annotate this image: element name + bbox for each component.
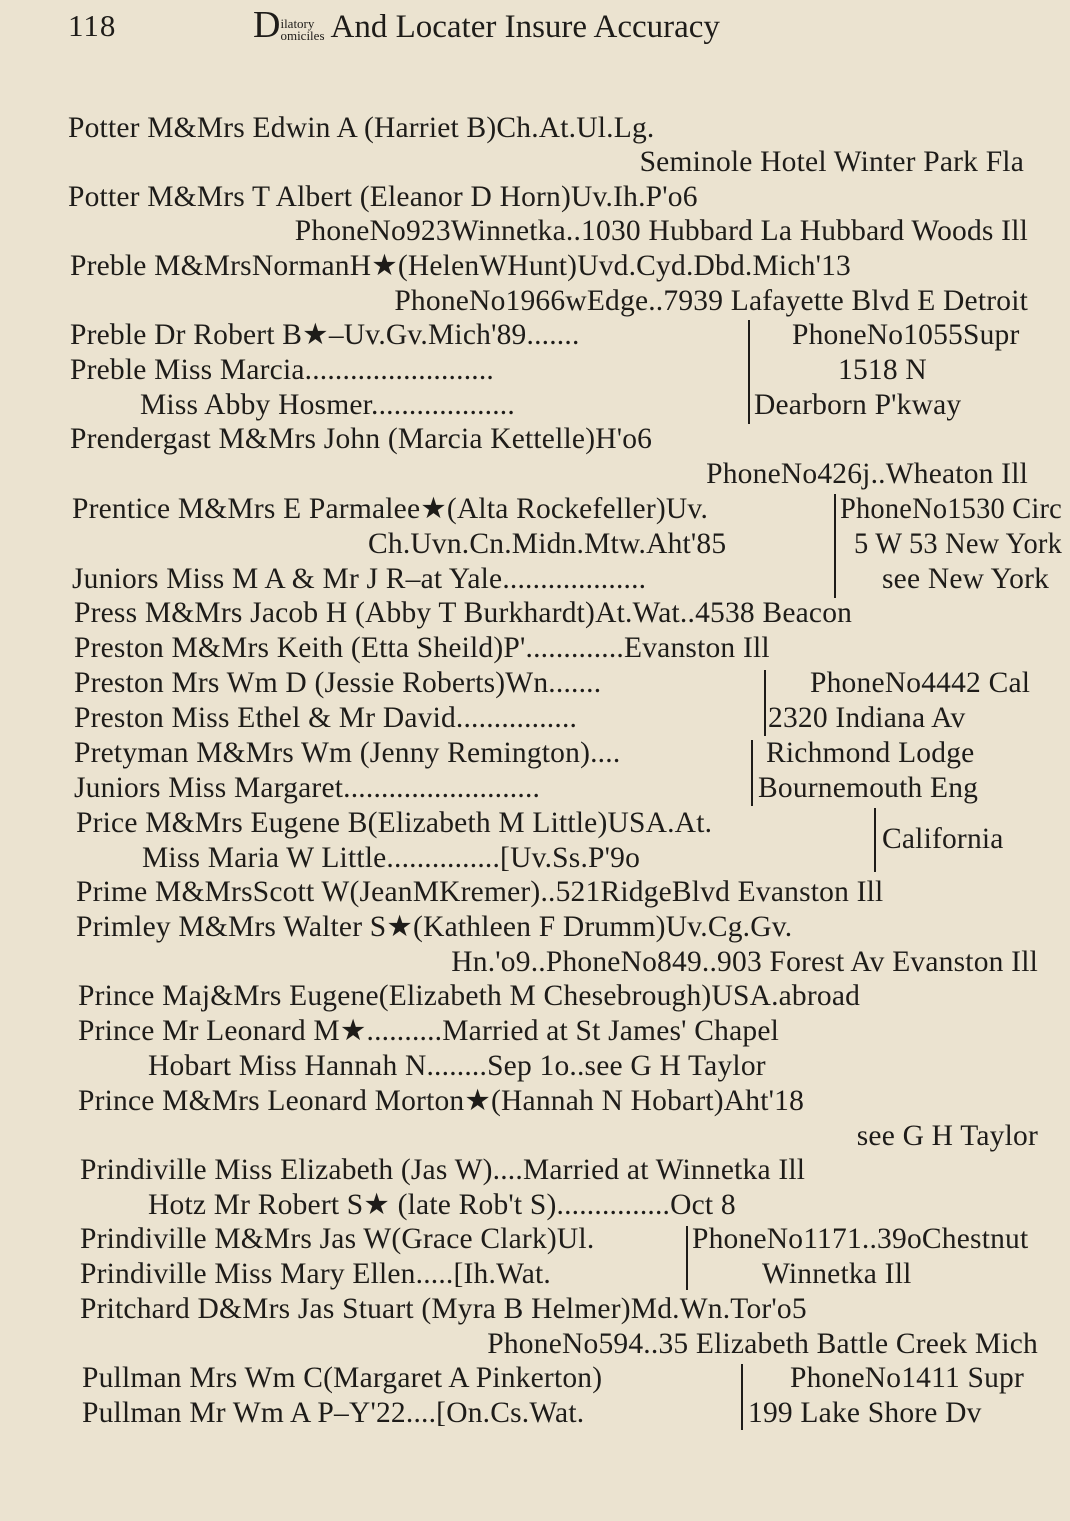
entry-line: PhoneNo1966wEdge..7939 Lafayette Blvd E Detroit [394, 285, 1028, 317]
title-initial: D [253, 4, 281, 46]
title-small-top: ilatory [280, 16, 315, 31]
entry-line: Preble M&MrsNormanH★(HelenWHunt)Uvd.Cyd.Dbd.Mich'13 [70, 250, 851, 282]
entry-line: Potter M&Mrs Edwin A (Harriet B)Ch.At.Ul.Lg. [68, 112, 655, 144]
entry-line: PhoneNo1171..39oChestnut [692, 1223, 1029, 1255]
entry-line: see New York [882, 563, 1050, 595]
entry-line: 199 Lake Shore Dv [748, 1397, 982, 1429]
column-rule [741, 1364, 743, 1430]
entry-line: Pritchard D&Mrs Jas Stuart (Myra B Helmer)Md.Wn.Tor'o5 [80, 1293, 807, 1325]
entry-line: Prindiville Miss Mary Ellen.....[Ih.Wat. [80, 1258, 552, 1290]
title-rest: And Locater Insure Accuracy [330, 9, 720, 45]
entry-line: 2320 Indiana Av [768, 702, 966, 734]
column-rule [751, 740, 753, 806]
column-rule [874, 808, 876, 872]
running-title [253, 6, 720, 46]
entry-line: Dearborn P'kway [754, 389, 962, 421]
entry-line: Prince Maj&Mrs Eugene(Elizabeth M Chesebrough)USA.abroad [78, 980, 861, 1012]
entry-line: PhoneNo923Winnetka..1030 Hubbard La Hubbard Woods Ill [294, 215, 1028, 247]
entry-line: Preston Mrs Wm D (Jessie Roberts)Wn....... [74, 667, 602, 699]
title-small-stack [280, 18, 324, 42]
entry-line: PhoneNo426j..Wheaton Ill [706, 458, 1028, 490]
entry-line: Juniors Miss Margaret.......................... [74, 772, 541, 804]
entry-line: California [882, 823, 1004, 855]
entry-line: Pretyman M&Mrs Wm (Jenny Remington).... [74, 737, 621, 769]
entry-line: Miss Abby Hosmer................... [140, 389, 515, 421]
entry-line: PhoneNo1055Supr [792, 319, 1020, 351]
entry-line: Preble Dr Robert B★–Uv.Gv.Mich'89....... [70, 319, 580, 351]
entry-line: Richmond Lodge [766, 737, 975, 769]
entry-line: 1518 N [838, 354, 927, 386]
entry-line: Prince M&Mrs Leonard Morton★(Hannah N Hobart)Aht'18 [78, 1085, 805, 1117]
column-rule [748, 320, 750, 424]
entry-line: Press M&Mrs Jacob H (Abby T Burkhardt)At.Wat..4538 Beacon [74, 597, 853, 629]
entry-line: Seminole Hotel Winter Park Fla [639, 146, 1024, 178]
entry-line: 5 W 53 New York [854, 528, 1062, 560]
entry-line: Preble Miss Marcia......................... [70, 354, 495, 386]
entry-line: Ch.Uvn.Cn.Midn.Mtw.Aht'85 [368, 528, 727, 560]
entry-line: Price M&Mrs Eugene B(Elizabeth M Little)USA.At. [76, 807, 713, 839]
entry-line: Prime M&MrsScott W(JeanMKremer)..521RidgeBlvd Evanston Ill [76, 876, 884, 908]
entry-line: PhoneNo4442 Cal [810, 667, 1031, 699]
page-number: 118 [68, 8, 117, 43]
entry-line: see G H Taylor [856, 1120, 1038, 1152]
column-rule [686, 1226, 688, 1290]
entry-line: Juniors Miss M A & Mr J R–at Yale................... [72, 563, 647, 595]
entry-line: Preston M&Mrs Keith (Etta Sheild)P'.............Evanston Ill [74, 632, 770, 664]
entry-line: Preston Miss Ethel & Mr David................ [74, 702, 578, 734]
column-rule [834, 494, 836, 598]
entry-line: Prentice M&Mrs E Parmalee★(Alta Rockefeller)Uv. [72, 493, 709, 525]
entry-line: Prendergast M&Mrs John (Marcia Kettelle)H'o6 [70, 423, 653, 455]
entry-line: Hobart Miss Hannah N........Sep 1o..see G H Taylor [148, 1050, 766, 1082]
entry-line: Miss Maria W Little...............[Uv.Ss.P'9o [142, 842, 641, 874]
entry-line: Hotz Mr Robert S★ (late Rob't S)...............Oct 8 [148, 1189, 736, 1221]
entry-line: Pullman Mrs Wm C(Margaret A Pinkerton) [82, 1362, 603, 1394]
entry-line: PhoneNo1530 Circ [840, 493, 1062, 525]
entry-line: Prindiville M&Mrs Jas W(Grace Clark)Ul. [80, 1223, 595, 1255]
column-rule [764, 670, 766, 736]
entry-line: PhoneNo1411 Supr [790, 1362, 1025, 1394]
entry-line: Winnetka Ill [762, 1258, 912, 1290]
entry-line: Prince Mr Leonard M★..........Married at St James' Chapel [78, 1015, 780, 1047]
entry-line: PhoneNo594..35 Elizabeth Battle Creek Mich [487, 1328, 1038, 1360]
entry-line: Bournemouth Eng [758, 772, 979, 804]
entry-line: Primley M&Mrs Walter S★(Kathleen F Drumm)Uv.Cg.Gv. [76, 911, 793, 943]
title-small-bottom: omiciles [280, 28, 325, 43]
entry-line: Hn.'o9..PhoneNo849..903 Forest Av Evanston Ill [451, 946, 1038, 978]
entry-line: Prindiville Miss Elizabeth (Jas W)....Married at Winnetka Ill [80, 1154, 806, 1186]
entry-line: Potter M&Mrs T Albert (Eleanor D Horn)Uv.Ih.P'o6 [68, 181, 698, 213]
entry-line: Pullman Mr Wm A P–Y'22....[On.Cs.Wat. [82, 1397, 585, 1429]
